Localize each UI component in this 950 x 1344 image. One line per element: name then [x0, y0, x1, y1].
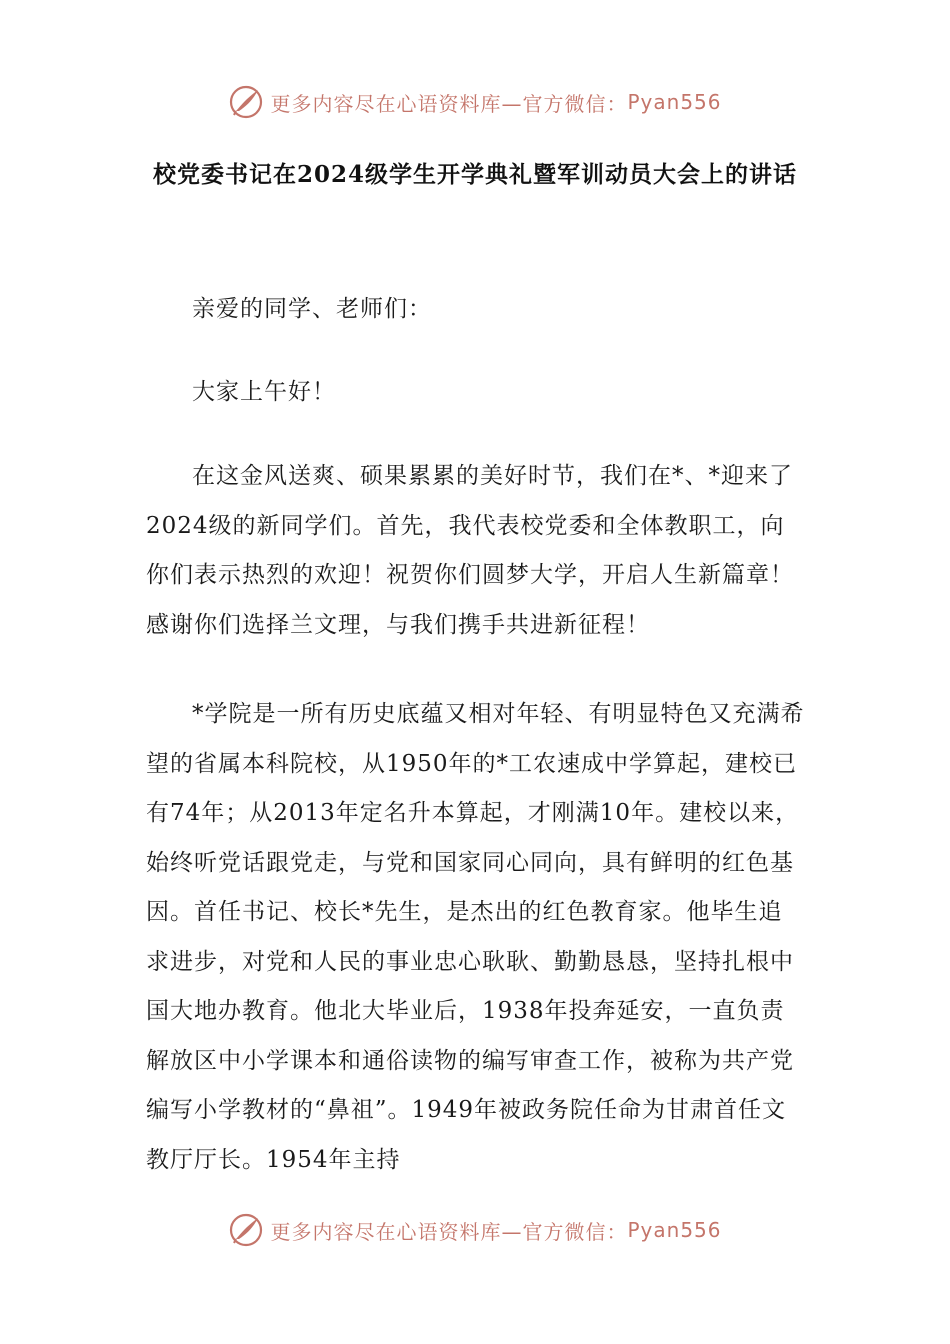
salutation: 亲爱的同学、老师们： — [192, 296, 432, 322]
banner-text: 更多内容尽在心语资料库—官方微信： — [270, 1219, 628, 1244]
banner-wechat-id: Pyan556 — [627, 90, 722, 114]
quill-pen-logo-icon — [228, 84, 264, 120]
banner-wechat-id: Pyan556 — [627, 1218, 722, 1242]
greeting: 大家上午好！ — [192, 379, 336, 405]
footer-watermark-banner — [0, 1210, 950, 1250]
body-paragraph-2: *学院是一所有历史底蕴又相对年轻、有明显特色又充满希望的省属本科院校，从1950年的*工农速成中学算起，建校已有74年；从2013年定名升本算起，才刚满10年。建校以来，始终听党话跟党走，与党和国家同心同向，具有鲜明的红色基因。首任书记、校长*先生，是杰出的红色教育家。他毕生追求进步，对党和人民的事业忠心耿耿、勤勤恳恳，坚持扎根中国大地办教育。他北大毕业后，1938年投奔延安，一直负责解放区中小学课本和通俗读物的编写审查工作，被称为共产党编写小学教材的“鼻祖”。1949年被政务院任命为甘肃首任文教厅厅长。1954年主持 — [146, 701, 805, 1173]
quill-pen-logo-icon — [228, 1212, 264, 1248]
document-title: 校党委书记在2024级学生开学典礼暨军训动员大会上的讲话 — [152, 161, 797, 188]
header-watermark-banner — [0, 82, 950, 122]
banner-text: 更多内容尽在心语资料库—官方微信： — [270, 91, 628, 116]
body-paragraph-1: 在这金风送爽、硕果累累的美好时节，我们在*、*迎来了2024级的新同学们。首先，我代表校党委和全体教职工，向你们表示热烈的欢迎！祝贺你们圆梦大学，开启人生新篇章！感谢你们选择兰文理，与我们携手共进新征程！ — [146, 463, 794, 638]
